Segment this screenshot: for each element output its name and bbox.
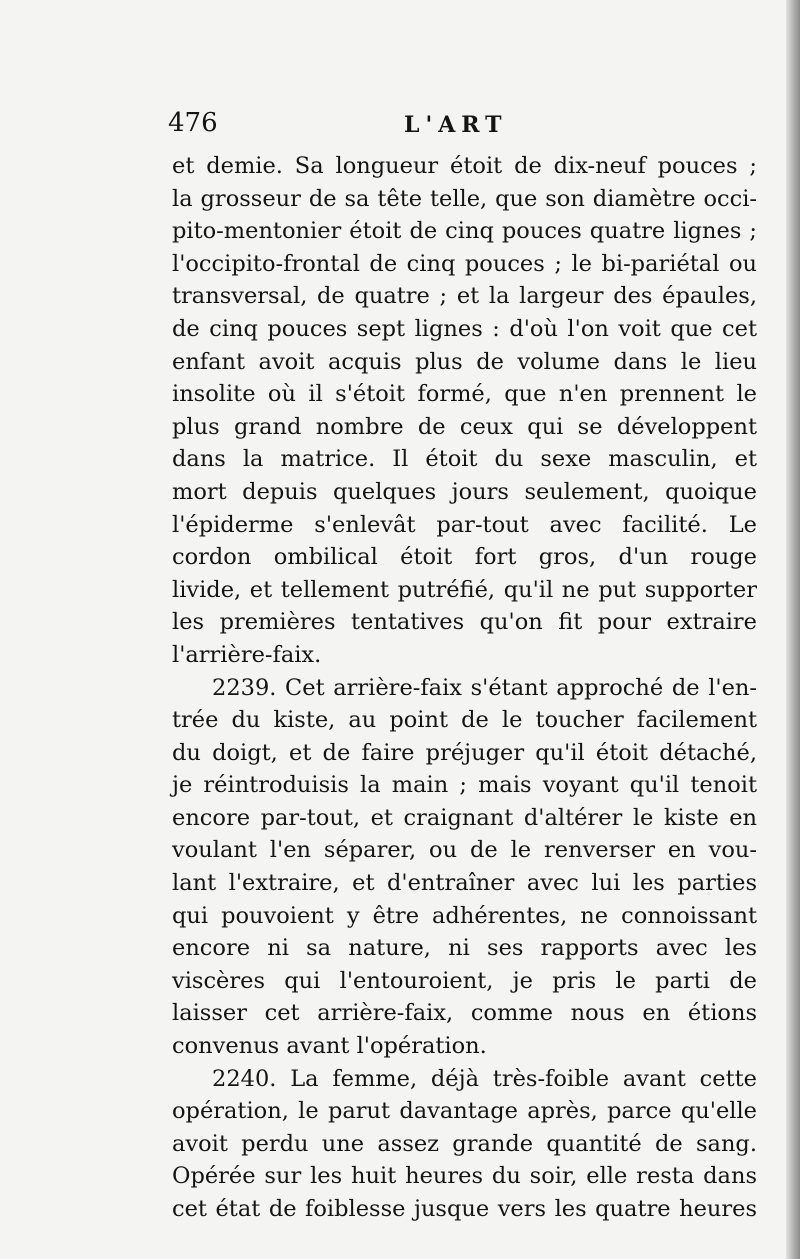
- text-line: livide, et tellement putréfié, qu'il ne put supporter: [172, 576, 757, 603]
- text-line: mort depuis quelques jours seulement, quoique: [172, 478, 757, 505]
- text-line: opération, le parut davantage après, parce qu'elle: [172, 1098, 757, 1125]
- text-line: trée du kiste, au point de le toucher facilement: [172, 707, 757, 734]
- text-line: convenus avant l'opération.: [172, 1033, 487, 1060]
- text-line: lant l'extraire, et d'entraîner avec lui les parties: [172, 870, 757, 897]
- text-line: 2240. La femme, déjà très-foible avant cette: [212, 1065, 757, 1092]
- text-line: pito-mentonier étoit de cinq pouces quatre lignes ;: [172, 218, 757, 245]
- page-header: [168, 108, 758, 148]
- text-line: je réintroduisis la main ; mais voyant qu'il tenoit: [172, 772, 757, 799]
- text-line: dans la matrice. Il étoit du sexe masculin, et: [172, 446, 757, 473]
- text-line: et demie. Sa longueur étoit de dix-neuf pouces ;: [172, 153, 757, 179]
- text-line: cet état de foiblesse jusque vers les quatre heures: [172, 1196, 757, 1222]
- text-line: 2239. Cet arrière-faix s'étant approché de l'en-: [212, 674, 757, 701]
- text-line: avoit perdu une assez grande quantité de sang.: [172, 1130, 757, 1157]
- text-line: les premières tentatives qu'on fit pour extraire: [172, 609, 757, 636]
- text-line: transversal, de quatre ; et la largeur des épaules,: [172, 283, 757, 310]
- text-line: du doigt, et de faire préjuger qu'il étoit détaché,: [172, 739, 757, 766]
- running-head: L'ART: [404, 112, 508, 138]
- text-line: enfant avoit acquis plus de volume dans le lieu: [172, 348, 757, 375]
- text-line: encore par-tout, et craignant d'altérer le kiste en: [172, 804, 757, 831]
- body-text: [172, 150, 757, 1226]
- text-line: l'épiderme s'enlevât par-tout avec facilité. Le: [172, 511, 757, 538]
- page-edge-shadow: [786, 0, 800, 1259]
- text-line: l'occipito-frontal de cinq pouces ; le bi-pariétal ou: [172, 250, 757, 277]
- text-line: l'arrière-faix.: [172, 641, 322, 668]
- text-line: insolite où il s'étoit formé, que n'en prennent le: [172, 381, 757, 408]
- page-number: 476: [168, 108, 218, 138]
- text-line: Opérée sur les huit heures du soir, elle resta dans: [172, 1163, 757, 1190]
- text-line: viscères qui l'entouroient, je pris le parti de: [172, 967, 757, 994]
- text-line: plus grand nombre de ceux qui se développent: [172, 413, 757, 440]
- text-line: qui pouvoient y être adhérentes, ne connoissant: [172, 902, 757, 929]
- text-line: cordon ombilical étoit fort gros, d'un rouge: [172, 544, 757, 571]
- text-line: encore ni sa nature, ni ses rapports avec les: [172, 935, 757, 962]
- text-line: la grosseur de sa tête telle, que son diamètre occi-: [172, 185, 757, 212]
- text-line: laisser cet arrière-faix, comme nous en étions: [172, 1000, 757, 1027]
- text-line: de cinq pouces sept lignes : d'où l'on voit que cet: [172, 315, 757, 342]
- text-line: voulant l'en séparer, ou de le renverser en vou-: [172, 837, 757, 864]
